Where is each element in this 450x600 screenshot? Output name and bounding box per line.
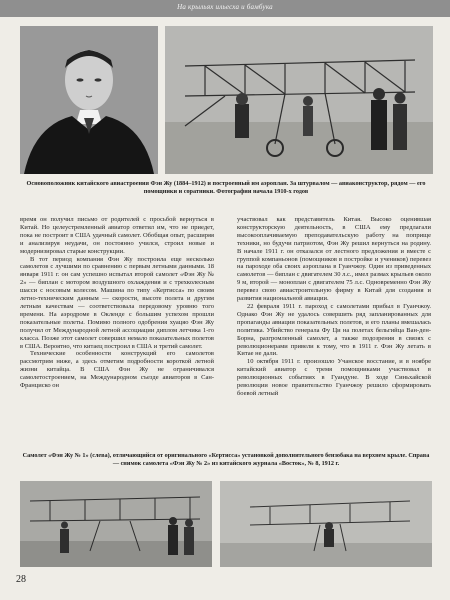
airplane-photo-left: [20, 481, 212, 567]
paragraph: Технические особенности конструкций его самолетов рассмотрим ниже, а здесь отметим подробности короткой летной жизни китайца. В США Фэн Жу не ограничивался самолетостроением, на Международном съезде авиаторов в Сан-Франциско он: [20, 350, 214, 390]
running-head: На крыльях ильесха и бамбука: [177, 3, 273, 11]
airplane-photo: [165, 26, 433, 174]
paragraph: 10 октября 1911 г. произошло Учанское восстание, и в ноябре китайский авиатор с тремя помощниками участвовал в революционных событиях в Гуандуне. В ходе Синьхайской революции новое правительство Гуанчжоу решило сформировать боевой летный: [237, 358, 431, 397]
airplane-photo-right: [220, 481, 432, 567]
portrait-photo: [20, 26, 158, 174]
top-photo-caption: Основоположник китайского авиастроения Фэн Жу (1884–1912) и построенный им аэроплан. За штурвалом — авиаконструктор, рядом — его помощники и соратники. Фотографии начала 1910-х годов: [26, 180, 426, 195]
paragraph: время он получил письмо от родителей с просьбой вернуться в Китай. Но целеустремленный авиатор ответил им, что не приедет, пока не построит в США удачный самолет. Обобщая опыт, расширяя и анализируя неудачи, он постоянно учился, строил новые и модернизировал старые конструкции.: [20, 216, 214, 255]
paragraph: участвовал как представитель Китая. Высоко оценившая конструкторскую деятельность, в США ему предлагали высокооплачиваемую преподавательскую работу на поприще техники, но будучи патриотом, Фэн Жу решил вернуться на родину. В начале 1911 г. он отказался от лестного предложения и вместе с группой компаньонов (помощников в постройке и учеников) перевез на пароходе оба своих аэроплана в Гуанчжоу. Один из приведенных самолетов — биплан с двигателем 30 л.с., имел размах крыльев около 9 м, второй — моноплан с двигателем 75 л.с. Одновременно Фэн Жу перевез свою авиастроительную фирму в Китай для создания и развития национальной авиации.: [237, 216, 431, 303]
text-column-left: [20, 216, 214, 448]
page-number: 28: [16, 574, 26, 585]
bottom-photo-caption: Самолет «Фэн Жу № 1» (слева), отличающийся от оригинального «Кертисса» установкой дополнительного бензобака на верхнем крыле. Справа — снимок самолета «Фэн Жу № 2» из китайского журнала «Восток», № 8, 1912 г.: [22, 452, 430, 467]
paragraph: В тот период компания Фэн Жу построила еще несколько самолетов с лучшими по сравнению с первым летными данными. 18 января 1911 г. он сам успешно испытал второй самолет «Фэн Жу № 2» — биплан с мотором воздушного охлаждения и с трехколесным шасси с носовым колесом. Машина по типу «Кертисса» по своим летно-техническим данным — скорости, высоте полета и другим летным качествам — соответствовала передовому уровню того времени. На аэродроме в Окленде с большим успехом прошли показательные полеты. Помимо полного одобрения хуацяо Фэн Жу получил от Международной летной ассоциации диплом летчика 1-го класса. Позже этот самолет совершил немало показательных полетов в США. Вероятно, что китаец построил в США и третий самолет.: [20, 255, 214, 350]
text-column-right: [237, 216, 431, 448]
paragraph: 22 февраля 1911 г. пароход с самолетами прибыл в Гуанчжоу. Однако Фэн Жу не удалось совершить ряд запланированных для пропаганды авиации показательных полетов, и его планы вмешалась политика. Убийство генерала Фу Ци на полетах бельгийца Ван-ден-Борна, разгромленный самолет, а также подозрения в связях с революционерами привели к тому, что в 1911 г. Фэн Жу летать в Китае не дали.: [237, 302, 431, 358]
